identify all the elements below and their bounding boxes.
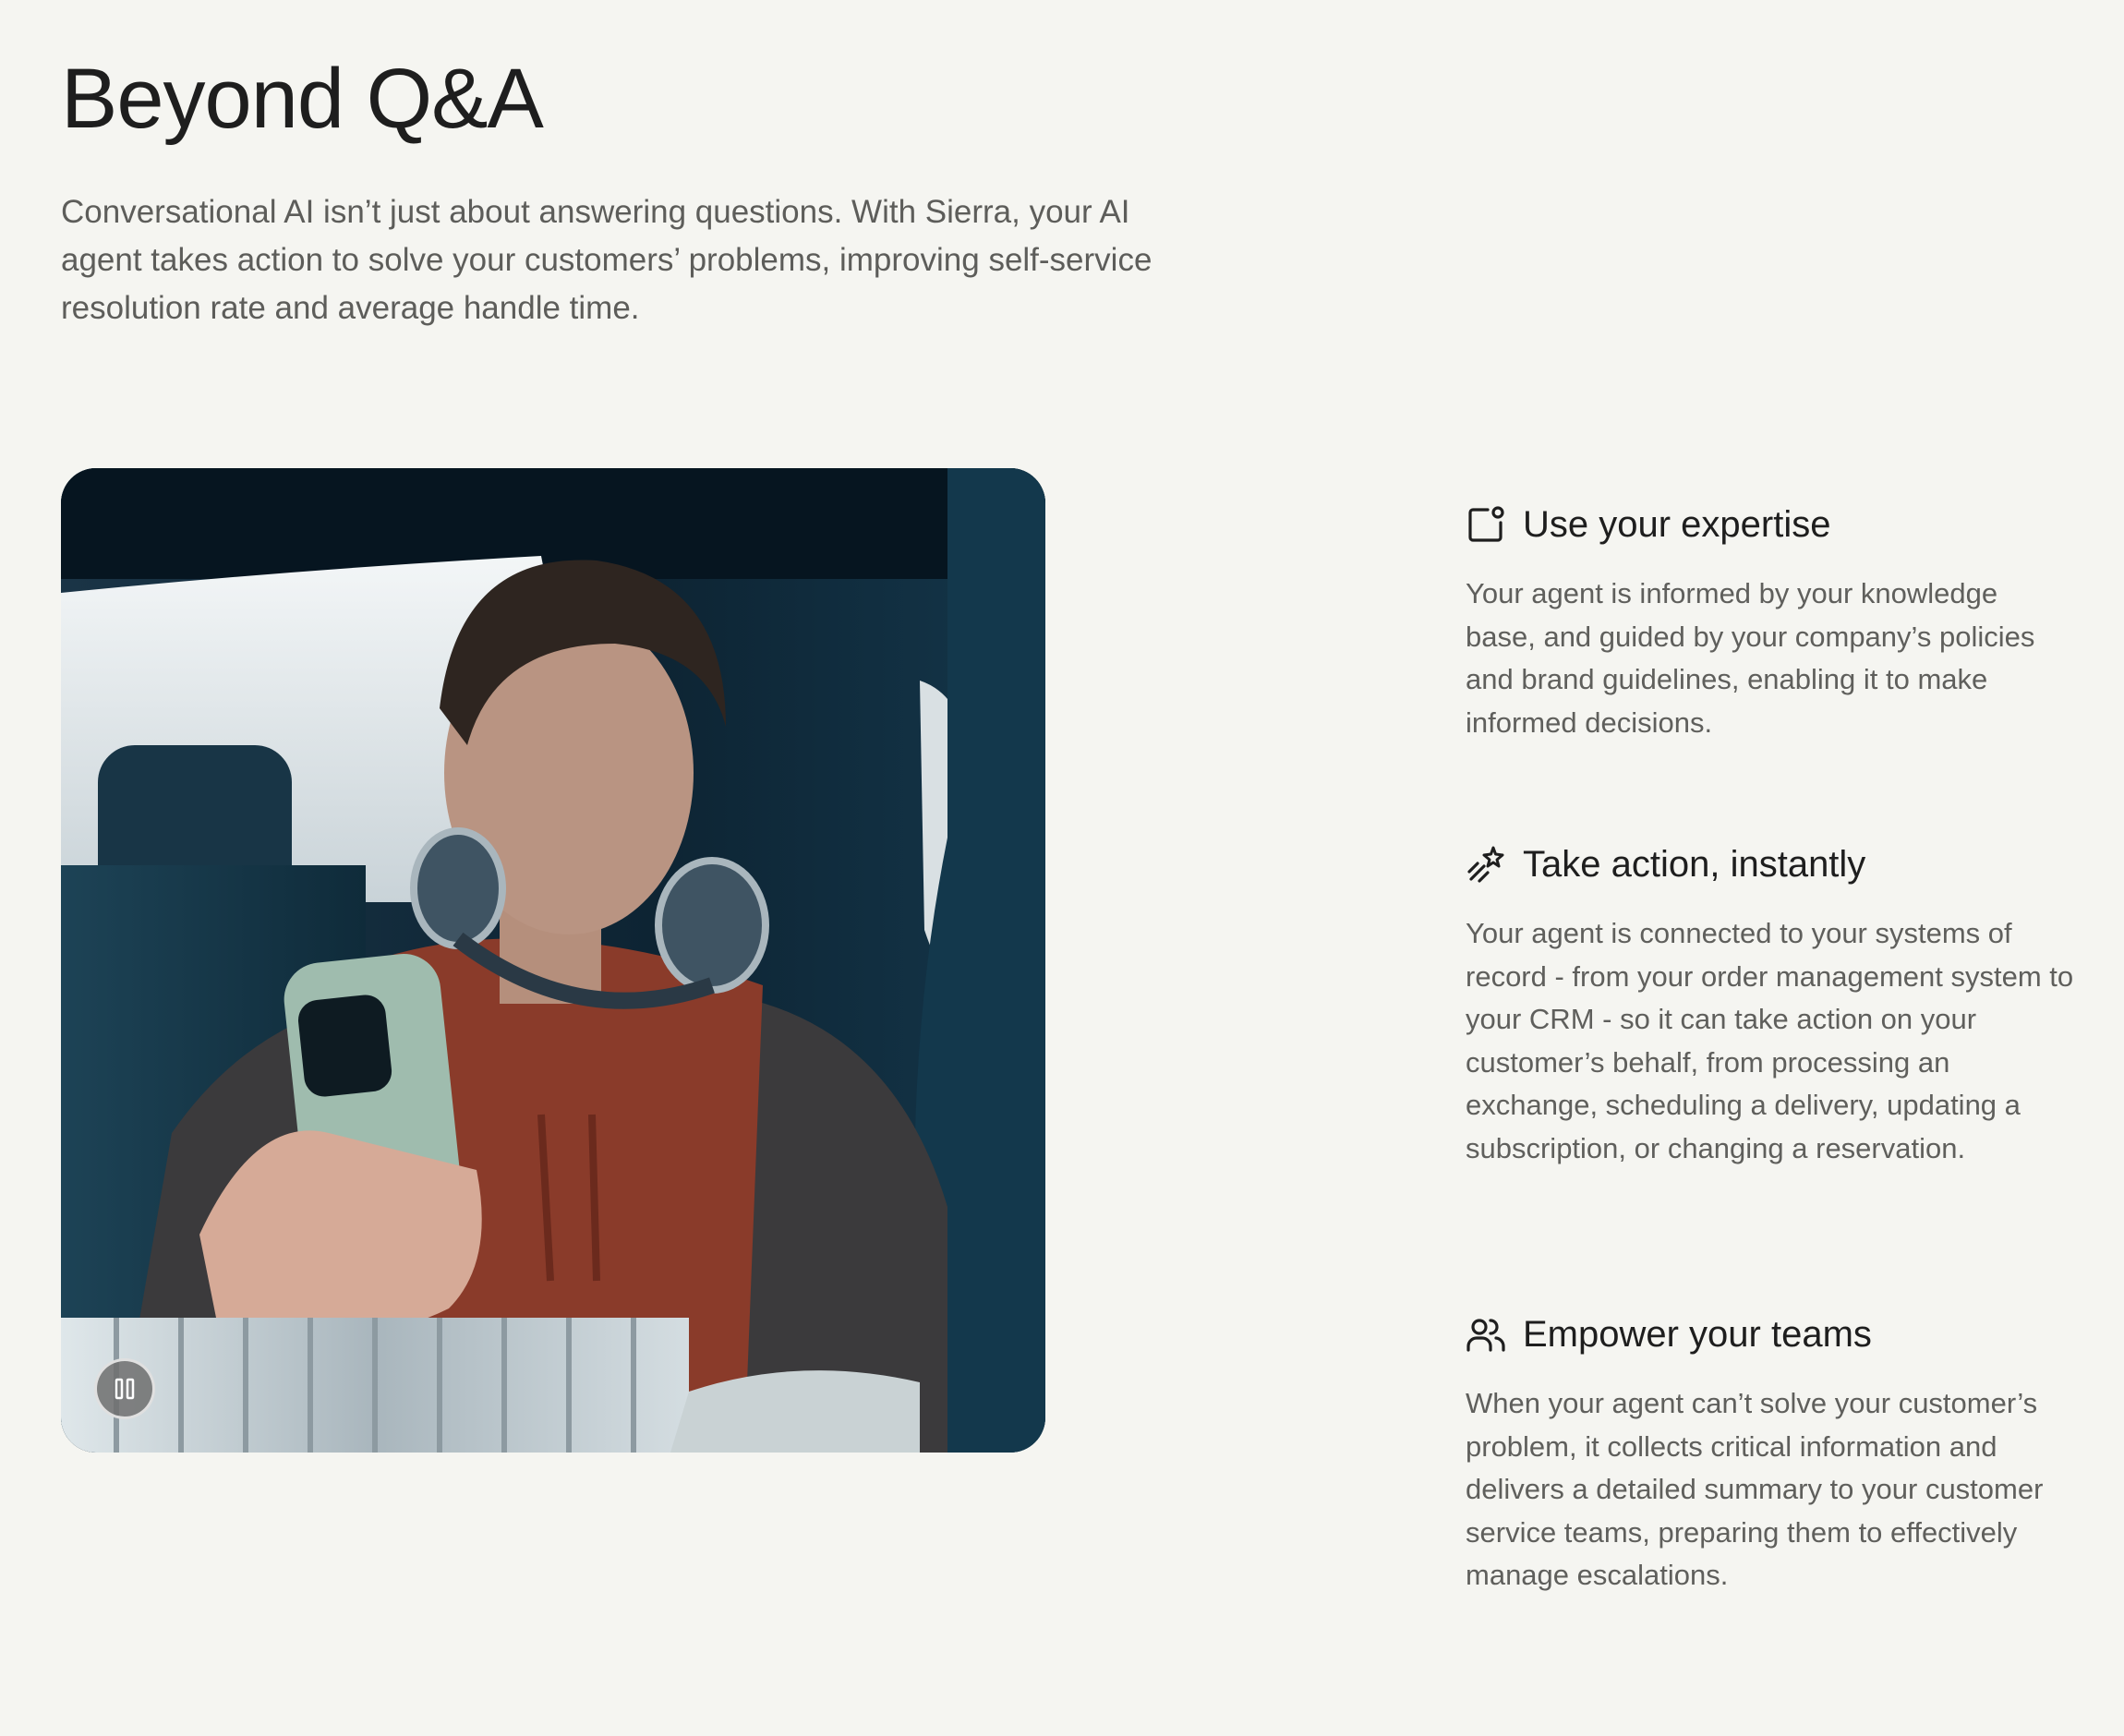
feature-title: Take action, instantly xyxy=(1523,843,1866,885)
sparkle-action-icon xyxy=(1466,844,1506,885)
feature-description: Your agent is connected to your systems of record - from your order management system to your CRM - so it can take action on your customer’s behalf, from processing an exchange, scheduling a delivery, updating a subscription, or changing a reservation. xyxy=(1466,917,2074,1164)
expertise-icon xyxy=(1466,504,1506,545)
feature-expertise xyxy=(1466,497,2075,744)
users-icon xyxy=(1466,1314,1506,1355)
pause-icon xyxy=(113,1377,137,1401)
feature-title: Use your expertise xyxy=(1523,503,1831,545)
feature-description: Your agent is informed by your knowledge base, and guided by your company’s policies and brand guidelines, enabling it to make informed decisions. xyxy=(1466,577,2035,739)
video-frame xyxy=(61,468,1045,1453)
video-player[interactable] xyxy=(61,468,1045,1453)
feature-empower-teams xyxy=(1466,1307,2075,1597)
section-subtitle: Conversational AI isn’t just about answering questions. With Sierra, your AI agent takes action to solve your customers’ problems, improving self-service resolution rate and average handle time. xyxy=(61,194,1153,326)
feature-take-action xyxy=(1466,837,2075,1170)
section-title: Beyond Q&A xyxy=(61,52,543,146)
pause-button[interactable] xyxy=(94,1358,155,1419)
feature-title: Empower your teams xyxy=(1523,1313,1872,1355)
feature-description: When your agent can’t solve your customer’s problem, it collects critical information and delivers a detailed summary to your customer service teams, preparing them to effectively manage escalations. xyxy=(1466,1387,2044,1591)
